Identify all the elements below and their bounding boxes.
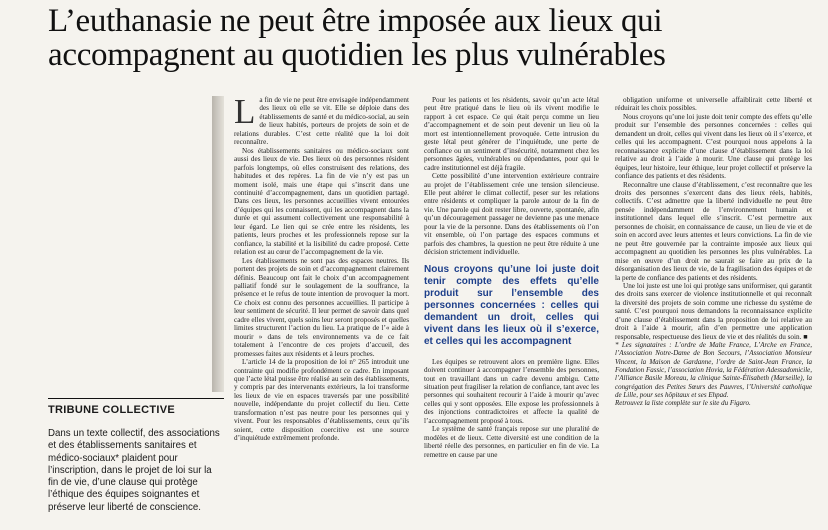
paragraph: obligation uniforme et universelle affaiblirait cette liberté et réduirait les choix possibles. [615,96,812,113]
paragraph: Les établissements ne sont pas des espaces neutres. Ils portent des projets de soin et d’accompagnement clairement définis. Beaucoup ont fait le choix d’un accompagnement palliatif fondé sur le soulagement de la souffrance, la présence et le refus de toute intention de provoquer la mort. Ce choix est connu des personnes accueillies. Il participe à leur sentiment de sécurité. Il leur permet de savoir dans quel cadre elles vivent, quels soins leur seront proposés et quelles limites structurent l’action du lieu. La pratique de l’« aide à mourir » dans de tels environnements va de ce fait totalement à l’encontre de ces projets d’accueil, des promesses faites aux résidents et à leurs proches. [234,256,409,358]
signatories: * Les signataires : L’ordre de Malte France, L’Arche en France, l’Association Notre‑Dame de Bon Secours, l’Association Monsieur Vincent, la Maison de Gardanne, l’ordre de Saint‑Jean France, la Fondation Fassic, l’association Hovia, la Fédération Adessadomicile, l’Alliance Basile Moreau, la clinique Sainte‑Élisabeth (Marseille), la congrégation des Petites Sœurs des Pauvres, l’Université catholique de Lille, pour ses hôpitaux et ses Ehpad. [615,341,812,399]
paragraph: La fin de vie ne peut être envisagée indépendamment des lieux où elle se vit. Elle se déploie dans des établissements de santé et du médico-social, au sein de lieux habités, porteurs de projets de soin et de relations durables. C’est cette réalité que la loi doit reconnaître. [234,92,409,147]
photo-edge [212,96,224,392]
paragraph: L’article 14 de la proposition de loi n° 265 introduit une contrainte qui modifie profondément ce cadre. En imposant que l’acte létal puisse être réalisé au sein des établissements, y compris par des intervenants extérieurs, la loi transforme les lieux de vie en espaces traversés par une possibilité nouvelle, indépendante du projet collectif du lieu. Cette transformation n’est pas neutre pour les personnes qui y vivent. Pour les responsables d’établissements, ceux qu’ils soient, cette disposition coercitive est une source d’inquiétude extrêmement profonde. [234,358,409,443]
paragraph: Nos établissements sanitaires ou médico-sociaux sont aussi des lieux de vie. Des lieux où des personnes résident parfois longtemps, où elles construisent des relations, des habitudes et des repères. La fin de vie n’y est pas un moment isolé, mais une étape qui s’inscrit dans une continuité d’accompagnement, dans un quotidien partagé. Dans ces lieux, les personnes accueillies vivent entourées d’équipes qui les connaissent, qui les accompagnent dans la durée et qui assument collectivement une responsabilité à leur égard. Le lien qui se crée entre les résidents, les patients, leurs proches et les professionnels repose sur la confiance, la stabilité et la lisibilité du cadre proposé. Cette relation est au cœur de l’accompagnement de la vie. [234,146,409,257]
column-2 [424,96,599,459]
headline: L’euthanasie ne peut être imposée aux lieux qui accompagnent au quotidien les plus vulnérables [48,3,666,73]
summary: Dans un texte collectif, des associations et des établissements sanitaires et médico-sociaux* plaident pour l’inscription, dans le projet de loi sur la fin de vie, d’une clause qui protège l’éthique des équipes soignantes et préserve leur liberté de conscience. [48,428,220,513]
paragraph: Pour les patients et les résidents, savoir qu’un acte létal peut être pratiqué dans le lieu où ils vivent modifie le rapport à cet espace. Ce qui était perçu comme un lieu d’accompagnement et de soin peut devenir un lieu où la mort est intentionnellement provoquée. Cette intrusion du geste létal peut générer de l’inquiétude, une perte de confiance ou un sentiment d’insécurité, notamment chez les personnes âgées, vulnérables ou dépendantes, pour qui le cadre institutionnel est déjà fragile. [424,96,599,172]
column-1 [234,92,409,443]
paragraph: Nous croyons qu’une loi juste doit tenir compte des effets qu’elle produit sur l’ensemble des personnes concernées : celles qui demandent un droit, celles qui vivent dans les lieux où il s’exerce, et celles qui les accompagnent. C’est pourquoi nous appelons à la reconnaissance explicite d’une clause d’établissement dans la loi relative au droit à l’aide à mourir. Une clause qui protège les équipes, leur histoire, leur éthique, leur projet collectif et préserve la confiance des patients et des résidents. [615,112,812,181]
paragraph: Une loi juste est une loi qui protège sans uniformiser, qui garantit des droits sans exercer de violence institutionnelle et qui reconnaît la diversité des projets de soin comme une richesse du système de santé. C’est pourquoi nous demandons la reconnaissance explicite d’une clause d’établissement dans la proposition de loi relative au droit à l’aide à mourir, afin d’en permettre une application responsable, respectueuse des lieux de vie et des réalités du soin. ■ [615,281,812,341]
rule [48,398,224,399]
tribune-box [48,398,224,514]
paragraph: Cette possibilité d’une intervention extérieure contraire au projet de l’établissement crée une tension silencieuse. Elle peut altérer le climat collectif, peser sur les relations entre résidents et compliquer la parole autour de la fin de vie. Une parole qui doit rester libre, ouverte, spontanée, afin qu’un découragement passager ne devienne pas une menace pour la vie de la personne. Dans des établissements où l’on vit ensemble, où l’on partage des espaces communs et parfois des chambres, la question ne peut être réduite à une décision strictement individuelle. [424,172,599,257]
paragraph: Le système de santé français repose sur une pluralité de modèles et de lieux. Cette diversité est une condition de la liberté réelle des personnes, en particulier en fin de vie. La remettre en cause par une [424,425,599,459]
pull-quote: Nous croyons qu’une loi juste doit tenir compte des effets qu’elle produit sur l’ensemble des personnes concernées : celles qui demandent un droit, celles qui vivent dans les lieux où il s’exerce, et celles qui les accompagnent [424,263,599,347]
rubric-title: TRIBUNE COLLECTIVE [48,404,176,416]
column-3 [615,96,812,408]
drop-cap: L [234,92,256,131]
full-list-link[interactable]: Retrouvez la liste complète sur le site du Figaro. [615,399,751,408]
paragraph: Les équipes se retrouvent alors en première ligne. Elles doivent continuer à accompagner l’ensemble des personnes, tout en travaillant dans un cadre devenu ambigu. Cette situation peut fragiliser la relation de confiance, tant avec les personnes qui souhaitent recourir à l’aide à mourir qu’avec celles qui y sont opposées. Elle expose les professionnels à des injonctions contradictoires et affecte la qualité de l’accompagnement proposé à tous. [424,357,599,425]
paragraph: Reconnaître une clause d’établissement, c’est reconnaître que les droits des personnes s’exercent dans des lieux réels, habités, collectifs. C’est admettre que la liberté individuelle ne peut être pensée indépendamment de l’environnement humain et institutionnel dans lequel elle s’inscrit. C’est permettre aux personnes de choisir, en connaissance de cause, un lieu de vie et de soin en accord avec leurs attentes et leurs convictions. La fin de vie ne peut être gouvernée par la contrainte imposée aux lieux qui accompagnent au quotidien les personnes les plus vulnérables. La mise en œuvre d’un droit ne saurait se faire au prix de la désorganisation des lieux de vie, de la fragilisation des équipes et de la perte de confiance des patients et des résidents. [615,180,812,282]
